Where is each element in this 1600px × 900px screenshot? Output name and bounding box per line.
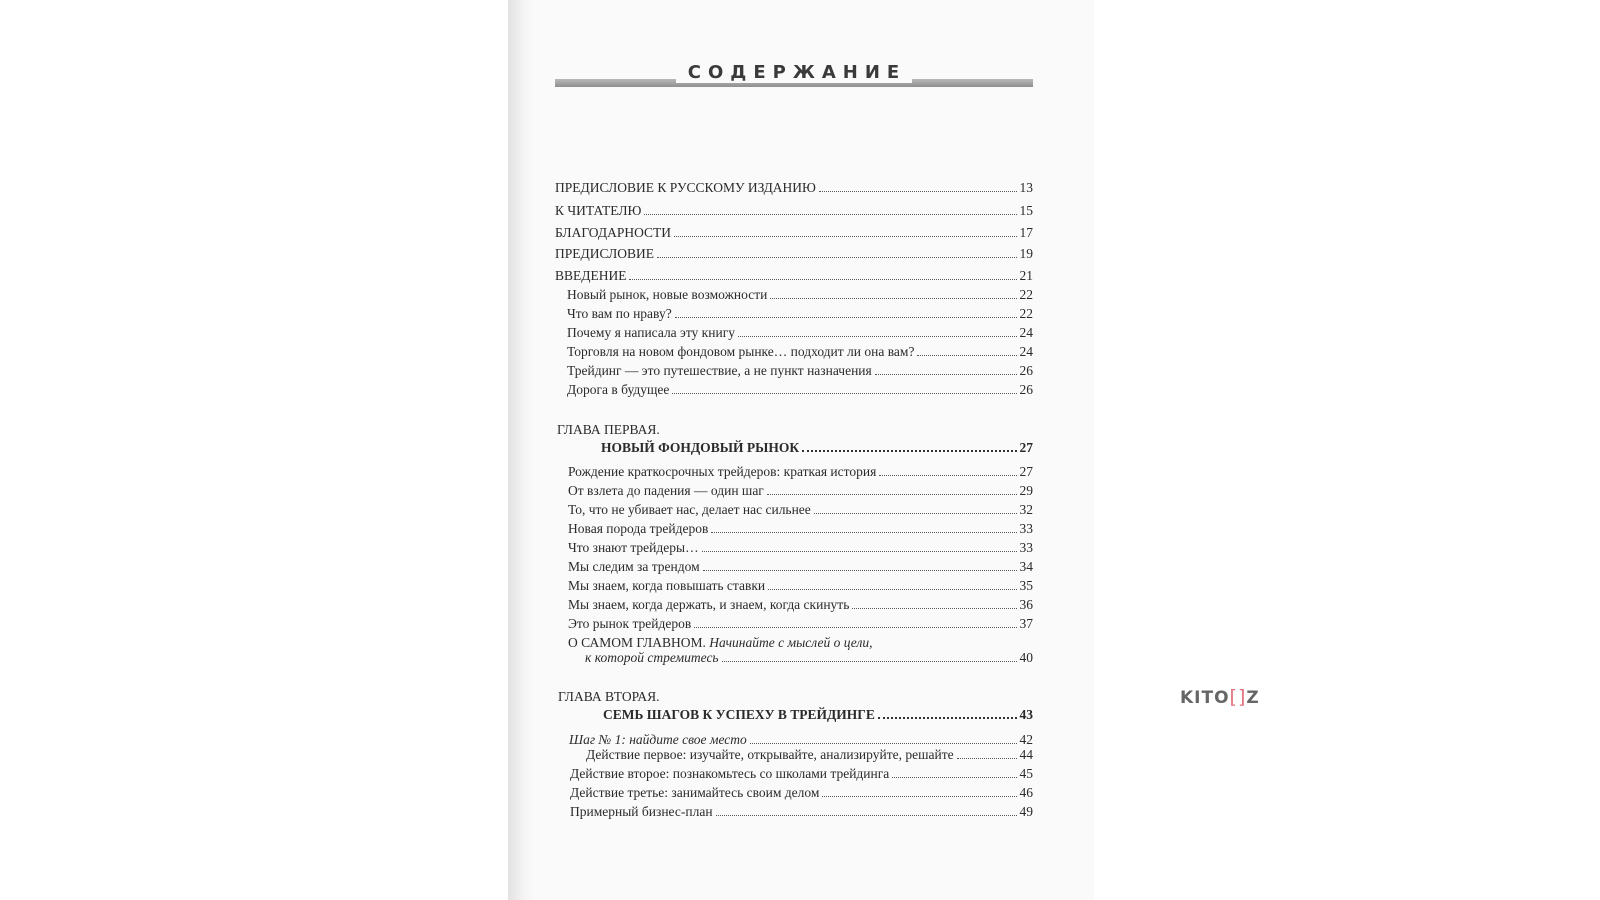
leader-dots xyxy=(852,598,1016,609)
entry-page: 45 xyxy=(1019,766,1033,781)
chapter-title: НОВЫЙ ФОНДОВЫЙ РЫНОК xyxy=(601,440,800,455)
summary-lead: О САМОМ ГЛАВНОМ. xyxy=(568,635,706,650)
entry-label: Почему я написала эту книгу xyxy=(567,325,735,340)
leader-dots xyxy=(770,288,1016,299)
chapter-2-title-entry xyxy=(603,707,1033,723)
entry-label: Мы знаем, когда держать, и знаем, когда скинуть xyxy=(568,597,850,612)
chapter-1-title-entry xyxy=(601,440,1033,456)
entry-page: 26 xyxy=(1019,382,1033,397)
toc-subentry xyxy=(570,804,1033,820)
entry-page: 49 xyxy=(1019,804,1033,819)
watermark-bracket: [] xyxy=(1229,686,1247,708)
toc-subentry xyxy=(568,483,1033,499)
leader-dots xyxy=(672,383,1016,394)
leader-dots xyxy=(694,617,1016,628)
entry-page: 43 xyxy=(1019,707,1033,722)
entry-page: 40 xyxy=(1019,650,1033,665)
summary-italic: Начинайте с мыслей о цели, xyxy=(709,635,873,650)
toc-subentry xyxy=(568,578,1033,594)
leader-dots xyxy=(814,503,1017,514)
leader-dots xyxy=(875,364,1017,375)
toc-subentry xyxy=(568,464,1033,480)
toc-subentry xyxy=(567,382,1033,398)
toc-subentry xyxy=(568,521,1033,537)
leader-dots xyxy=(878,708,1017,719)
entry-page: 21 xyxy=(1019,268,1033,283)
entry-label: ПРЕДИСЛОВИЕ К РУССКОМУ ИЗДАНИЮ xyxy=(555,180,816,195)
toc-entry xyxy=(555,268,1033,284)
toc-subentry xyxy=(568,616,1033,632)
watermark-text-left: KITO xyxy=(1180,688,1230,708)
page-gutter-shadow xyxy=(508,0,534,900)
leader-dots xyxy=(957,748,1017,759)
entry-label: Что вам по нраву? xyxy=(567,306,672,321)
entry-page: 13 xyxy=(1019,180,1033,195)
leader-dots xyxy=(738,326,1017,337)
entry-label: Новый рынок, новые возможности xyxy=(567,287,768,302)
leader-dots xyxy=(767,484,1017,495)
entry-label: ВВЕДЕНИЕ xyxy=(555,268,627,283)
entry-label: Что знают трейдеры… xyxy=(568,540,699,555)
entry-page: 24 xyxy=(1019,325,1033,340)
leader-dots xyxy=(711,522,1016,533)
chapter-1-heading: ГЛАВА ПЕРВАЯ. xyxy=(557,422,660,437)
toc-entry xyxy=(555,203,1033,219)
entry-label: Действие третье: занимайтесь своим делом xyxy=(570,785,820,800)
entry-page: 24 xyxy=(1019,344,1033,359)
entry-label: Торговля на новом фондовом рынке… подходит ли она вам? xyxy=(567,344,915,359)
toc-header xyxy=(555,62,1033,92)
toc-subentry xyxy=(567,344,1033,360)
entry-page: 17 xyxy=(1019,225,1033,240)
leader-dots xyxy=(644,204,1016,215)
toc-subentry xyxy=(568,540,1033,556)
chapter-2-heading: ГЛАВА ВТОРАЯ. xyxy=(558,689,660,704)
entry-page: 22 xyxy=(1019,306,1033,321)
entry-page: 33 xyxy=(1019,540,1033,555)
entry-page: 27 xyxy=(1019,440,1033,455)
entry-label: Трейдинг — это путешествие, а не пункт назначения xyxy=(567,363,872,378)
leader-dots xyxy=(917,345,1016,356)
entry-page: 22 xyxy=(1019,287,1033,302)
leader-dots xyxy=(703,560,1017,571)
entry-label: Рождение краткосрочных трейдеров: краткая история xyxy=(568,464,877,479)
toc-subentry xyxy=(570,785,1033,801)
leader-dots xyxy=(892,767,1016,778)
toc-entry xyxy=(555,180,1033,196)
toc-subentry xyxy=(568,597,1033,613)
entry-page: 34 xyxy=(1019,559,1033,574)
toc-subentry xyxy=(570,766,1033,782)
leader-dots xyxy=(722,651,1017,662)
toc-entry xyxy=(555,225,1033,241)
toc-subentry xyxy=(569,732,1033,748)
chapter-1-summary-line xyxy=(568,635,872,651)
toc-subentry xyxy=(567,306,1033,322)
toc-subentry xyxy=(568,502,1033,518)
kitobz-watermark xyxy=(1180,686,1260,708)
leader-dots xyxy=(629,269,1016,280)
leader-dots xyxy=(768,579,1016,590)
entry-page: 29 xyxy=(1019,483,1033,498)
toc-subentry xyxy=(567,287,1033,303)
leader-dots xyxy=(657,247,1016,258)
page-title: СОДЕРЖАНИЕ xyxy=(676,62,912,83)
toc-subentry xyxy=(567,325,1033,341)
entry-page: 15 xyxy=(1019,203,1033,218)
entry-page: 44 xyxy=(1019,747,1033,762)
entry-label: Шаг № 1: найдите свое место xyxy=(569,732,747,747)
entry-label: к которой стремитесь xyxy=(585,650,719,665)
entry-label: Мы следим за трендом xyxy=(568,559,700,574)
entry-page: 26 xyxy=(1019,363,1033,378)
entry-page: 32 xyxy=(1019,502,1033,517)
chapter-title: СЕМЬ ШАГОВ К УСПЕХУ В ТРЕЙДИНГЕ xyxy=(603,707,875,722)
entry-label: От взлета до падения — один шаг xyxy=(568,483,764,498)
leader-dots xyxy=(819,181,1017,192)
entry-label: К ЧИТАТЕЛЮ xyxy=(555,203,642,218)
leader-dots xyxy=(674,226,1017,237)
entry-page: 27 xyxy=(1019,464,1033,479)
toc-entry xyxy=(555,246,1033,262)
leader-dots xyxy=(716,805,1017,816)
entry-label: Примерный бизнес-план xyxy=(570,804,713,819)
entry-label: Новая порода трейдеров xyxy=(568,521,709,536)
entry-page: 35 xyxy=(1019,578,1033,593)
leader-dots xyxy=(879,465,1016,476)
entry-label: Действие первое: изучайте, открывайте, анализируйте, решайте xyxy=(586,747,954,762)
toc-subentry xyxy=(585,650,1033,666)
leader-dots xyxy=(750,733,1017,744)
entry-page: 46 xyxy=(1019,785,1033,800)
entry-page: 36 xyxy=(1019,597,1033,612)
watermark-text-right: Z xyxy=(1246,688,1260,708)
entry-page: 19 xyxy=(1019,246,1033,261)
toc-subentry xyxy=(568,559,1033,575)
entry-label: То, что не убивает нас, делает нас сильнее xyxy=(568,502,811,517)
leader-dots xyxy=(822,786,1016,797)
entry-label: Дорога в будущее xyxy=(567,382,670,397)
entry-label: Действие второе: познакомьтесь со школами трейдинга xyxy=(570,766,890,781)
entry-page: 42 xyxy=(1019,732,1033,747)
entry-page: 33 xyxy=(1019,521,1033,536)
entry-label: Мы знаем, когда повышать ставки xyxy=(568,578,766,593)
entry-page: 37 xyxy=(1019,616,1033,631)
entry-label: Это рынок трейдеров xyxy=(568,616,692,631)
entry-label: ПРЕДИСЛОВИЕ xyxy=(555,246,655,261)
toc-subentry xyxy=(586,747,1033,763)
leader-dots xyxy=(802,441,1016,452)
leader-dots xyxy=(675,307,1017,318)
entry-label: БЛАГОДАРНОСТИ xyxy=(555,225,671,240)
leader-dots xyxy=(702,541,1017,552)
toc-subentry xyxy=(567,363,1033,379)
